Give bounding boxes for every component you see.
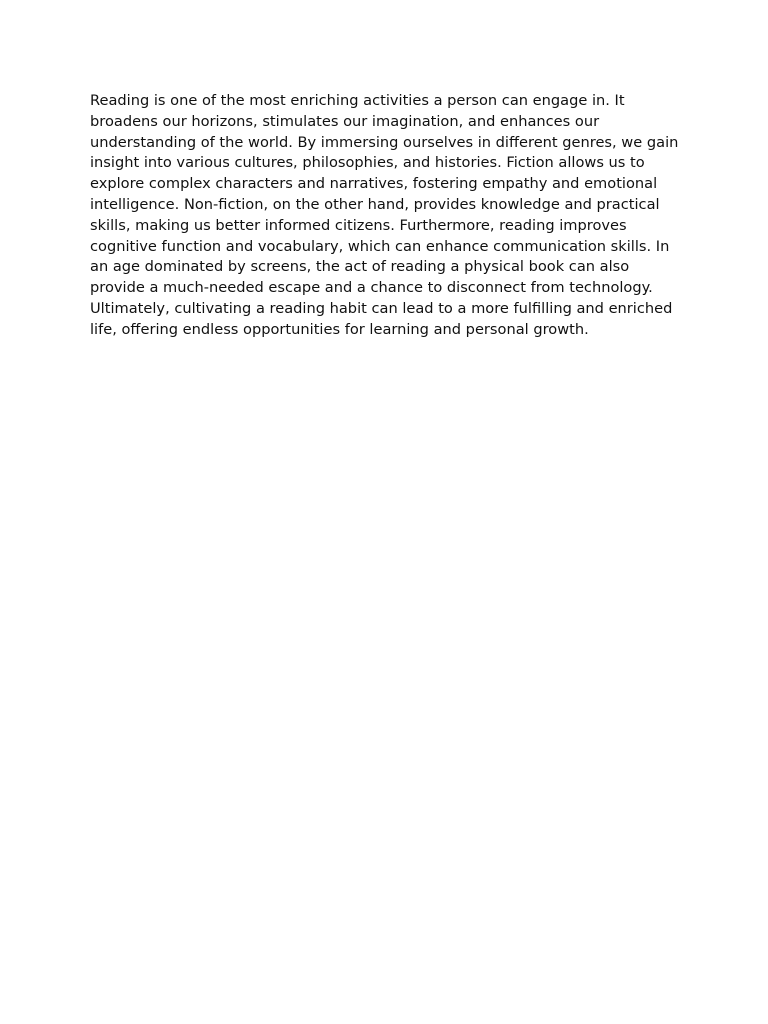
- body-paragraph: Reading is one of the most enriching activities a person can engage in. It broadens our horizons, stimulates our imagination, and enhances our understanding of the world. By immersing ourselves in different genres, we gain insight into various cultures, philosophies, and histories. Fiction allows us to explore complex characters and narratives, fostering empathy and emotional intelligence. Non-fiction, on the other hand, provides knowledge and practical skills, making us better informed citizens. Furthermore, reading improves cognitive function and vocabulary, which can enhance communication skills. In an age dominated by screens, the act of reading a physical book can also provide a much-needed escape and a chance to disconnect from technology. Ultimately, cultivating a reading habit can lead to a more fulfilling and enriched life, offering endless opportunities for learning and personal growth.: [90, 92, 679, 338]
